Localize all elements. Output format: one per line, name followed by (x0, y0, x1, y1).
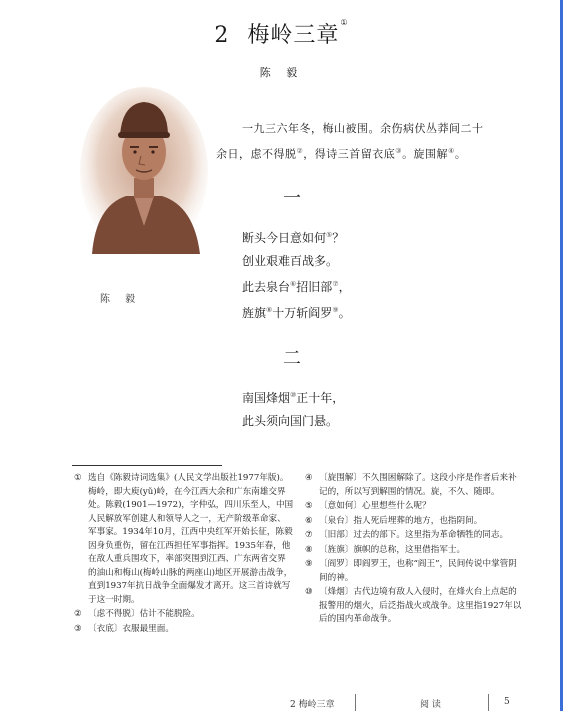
poem-line (242, 224, 351, 250)
poem-text: 旌旗 (242, 306, 267, 320)
footnote-mark: ① (74, 473, 82, 483)
lesson-title-text: 梅岭三章 (247, 23, 340, 48)
footnote (74, 623, 294, 637)
poem-text: 招旧部 (296, 280, 333, 294)
footnote (74, 472, 294, 607)
footnote-text: 〔虑不得脱〕估计不能脱险。 (88, 609, 200, 619)
footnote-text: 〔旌旗〕旗帜的总称，这里借指军士。 (319, 544, 466, 555)
poem-stanza (242, 384, 344, 433)
poem-text: ？ (332, 231, 345, 245)
preface-text: 余日，虑不得脱 (216, 147, 297, 161)
footer-divider (355, 694, 356, 711)
footnote-ref: ③ (395, 147, 403, 155)
title-footnote-mark: ① (340, 18, 349, 27)
poem-text: 十万斩阎罗 (272, 306, 333, 320)
footnote-text: 〔阎罗〕即阎罗王，也称“阎王”，民间传说中掌管阴间的神。 (319, 559, 517, 583)
footnote-ref: ⑩ (290, 391, 297, 399)
footnote-ref: ⑥ (290, 280, 297, 288)
footnote (305, 586, 523, 627)
footnote-text: 〔泉台〕指人死后埋葬的地方，也指阴间。 (319, 515, 483, 526)
poem-stanza (242, 224, 351, 325)
footnote-ref: ⑤ (326, 231, 333, 239)
footnote (305, 558, 523, 585)
footnote-mark: ⑦ (305, 530, 313, 540)
preface-text: ，得诗三首留衣底 (303, 147, 396, 161)
footnote-mark: ⑧ (305, 544, 313, 555)
footnote-mark: ⑩ (305, 587, 313, 597)
poem-section-heading: 一 (283, 188, 301, 209)
poem-text: 正十年， (296, 391, 345, 405)
poem-text: 创业艰难百战多。 (242, 254, 339, 268)
footnote-text: 〔旋围解〕不久围困解除了。这段小序是作者后来补记的，所以写到解围的情况。旋，不久、随即。 (319, 473, 517, 497)
footnote-divider (72, 465, 222, 466)
poem-text: 此头须向国门悬。 (242, 414, 339, 428)
poem-section-heading: 二 (283, 348, 301, 369)
footnote-mark: ⑨ (305, 559, 313, 569)
footnote-text: 〔意如何〕心里想些什么呢？ (319, 501, 431, 511)
preface-text: 。 (454, 147, 467, 161)
poem-text: 断头今日意如何 (242, 231, 327, 245)
running-footer-title: 2 梅岭三章 (290, 700, 335, 710)
preface-line: 一九三六年冬，梅山被围。余伤病伏丛莽间二十 (242, 122, 484, 135)
author-name: 陈 毅 (259, 66, 304, 79)
poem-text: 南国烽烟 (242, 391, 291, 405)
footnote (74, 608, 294, 622)
preface-text: 。旋围解 (402, 147, 449, 161)
lesson-number: 2 (214, 23, 230, 48)
footnote-text: 〔旧部〕过去的部下。这里指为革命牺牲的同志。 (319, 530, 509, 540)
poem-line (242, 384, 344, 410)
poem-line (242, 299, 351, 325)
portrait-image (78, 86, 210, 256)
footnote-ref: ⑦ (332, 280, 339, 288)
footnote-text: 〔衣底〕衣服最里面。 (88, 623, 174, 634)
poem-line (242, 250, 351, 273)
preface-line (216, 140, 516, 166)
footnote (305, 544, 523, 558)
footnote-text: 〔烽烟〕古代边境有敌人入侵时，在烽火台上点起的报警用的烟火，后泛指战火或战争。这里指1927年以后的国内革命战争。 (319, 587, 522, 624)
footnote (305, 472, 523, 499)
footnote-ref: ⑧ (266, 306, 273, 314)
poem-line (242, 273, 351, 299)
footnote-mark: ② (74, 609, 82, 619)
footnote (305, 500, 523, 514)
poem-text: 此去泉台 (242, 280, 291, 294)
footnote-mark: ⑤ (305, 501, 313, 511)
running-footer-section: 阅 读 (420, 700, 441, 710)
footnote-mark: ⑥ (305, 515, 313, 526)
poem-text: ， (338, 280, 351, 294)
footnote-ref: ⑨ (332, 306, 339, 314)
poem-text: 。 (338, 306, 351, 320)
footnote (305, 515, 523, 529)
footnote-mark: ③ (74, 623, 82, 634)
lesson-title (0, 18, 563, 49)
preface-paragraph (216, 118, 516, 166)
footnote-ref: ② (296, 147, 304, 155)
footnote (305, 529, 523, 543)
portrait-caption: 陈 毅 (100, 294, 142, 305)
poem-line (242, 410, 344, 433)
page-number: 5 (504, 697, 510, 707)
footnotes-left-column (74, 472, 294, 636)
footnotes-right-column (305, 472, 523, 627)
footnote-ref: ④ (448, 147, 455, 155)
footnote-text: 选自《陈毅诗词选集》(人民文学出版社1977年版)。梅岭，即大庾(yǔ)岭，在今江西大余和广东南雄交界处。陈毅(1901—1972)，字仲弘，四川乐至人，中国人民解放军创建人和领导人之一，无产阶级革命家、军事家。1934年10月，江西中央红军开始长征，陈毅因身负重伤，留在江西担任军事指挥。1935年春，他在敌人重兵围攻下，率部突围到江西、广东两省交界的油山和梅山(梅岭山脉的两座山)地区开展游击战争，直到1937年抗日战争全面爆发才离开。这三首诗就写于这一时期。 (88, 473, 294, 605)
footnote-mark: ④ (305, 473, 313, 483)
footer-divider (488, 694, 489, 711)
